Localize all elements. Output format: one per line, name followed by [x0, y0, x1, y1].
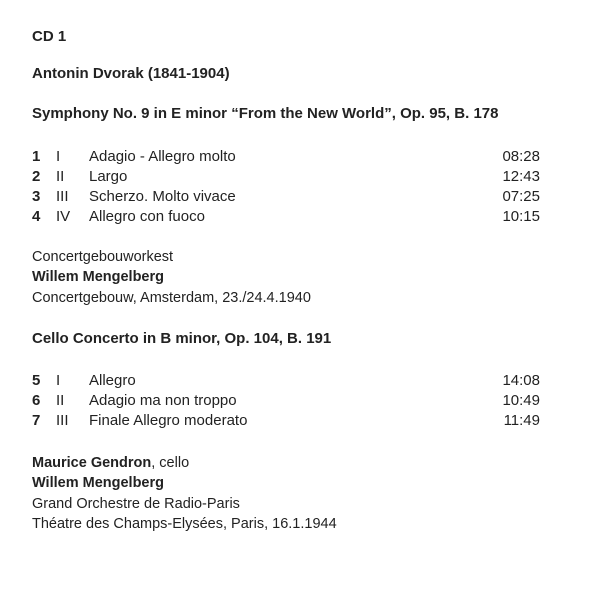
track-title: Finale Allegro moderato: [89, 412, 248, 429]
track-number: 4: [32, 208, 41, 225]
track-number: 6: [32, 392, 41, 409]
recording-info: Concertgebouw, Amsterdam, 23./24.4.1940: [32, 290, 311, 306]
movement-number: III: [56, 412, 69, 429]
track-number: 5: [32, 372, 41, 389]
track-number: 3: [32, 188, 41, 205]
track-row: [32, 392, 540, 412]
work-title: Symphony No. 9 in E minor “From the New World”, Op. 95, B. 178: [32, 105, 499, 122]
movement-number: II: [56, 392, 65, 409]
track-duration: 14:08: [502, 372, 540, 389]
track-number: 1: [32, 148, 41, 165]
track-row: [32, 168, 540, 188]
movement-number: I: [56, 372, 61, 389]
track-duration: 10:15: [502, 208, 540, 225]
conductor-credit: Willem Mengelberg: [32, 475, 165, 491]
movement-number: IV: [56, 208, 71, 225]
orchestra-credit: Grand Orchestre de Radio-Paris: [32, 496, 240, 512]
track-duration: 07:25: [502, 188, 540, 205]
cd-booklet-page: [32, 0, 572, 600]
track-title: Allegro con fuoco: [89, 208, 205, 225]
track-row: [32, 412, 540, 432]
track-title: Allegro: [89, 372, 136, 389]
track-row: [32, 148, 540, 168]
conductor-credit: Willem Mengelberg: [32, 269, 165, 285]
track-title: Adagio ma non troppo: [89, 392, 237, 409]
soloist-name: Maurice Gendron: [32, 455, 152, 471]
soloist-role: , cello: [151, 455, 190, 471]
recording-info: Théatre des Champs-Elysées, Paris, 16.1.1944: [32, 516, 337, 532]
orchestra-credit: Concertgebouworkest: [32, 249, 174, 265]
soloist-credit: [32, 455, 189, 471]
track-title: Largo: [89, 168, 128, 185]
composer-heading: Antonin Dvorak (1841-1904): [32, 65, 230, 82]
movement-number: II: [56, 168, 65, 185]
track-row: [32, 372, 540, 392]
movement-number: III: [56, 188, 69, 205]
track-row: [32, 208, 540, 228]
track-number: 2: [32, 168, 41, 185]
work-title: Cello Concerto in B minor, Op. 104, B. 191: [32, 330, 332, 347]
track-number: 7: [32, 412, 41, 429]
track-duration: 11:49: [503, 412, 540, 429]
track-duration: 12:43: [502, 168, 540, 185]
track-title: Scherzo. Molto vivace: [89, 188, 236, 205]
track-row: [32, 188, 540, 208]
track-title: Adagio - Allegro molto: [89, 148, 236, 165]
track-duration: 10:49: [502, 392, 540, 409]
track-duration: 08:28: [502, 148, 540, 165]
movement-number: I: [56, 148, 61, 165]
cd-label: CD 1: [32, 28, 67, 45]
